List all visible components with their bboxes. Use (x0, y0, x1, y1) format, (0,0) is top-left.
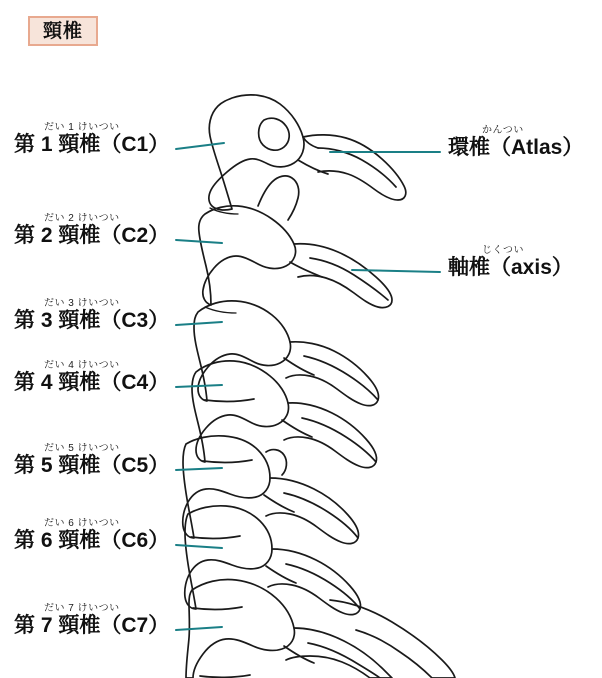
label-c6-ruby: だい 6 けいつい (44, 518, 120, 529)
label-c6 (14, 518, 169, 552)
leader-line-c7 (176, 627, 222, 630)
label-c5-main: 第 5 頸椎（C5） (14, 454, 170, 477)
leader-line-c2 (176, 240, 222, 243)
label-c3-ruby: だい 3 けいつい (44, 298, 120, 309)
page-title: 頸椎 (42, 20, 83, 42)
label-axis-ruby: じくつい (482, 245, 524, 256)
label-c2-ruby: だい 2 けいつい (44, 213, 120, 224)
leader-line-c6 (176, 545, 222, 548)
label-c5-ruby: だい 5 けいつい (44, 443, 120, 454)
label-c6-main: 第 6 頸椎（C6） (14, 529, 170, 552)
label-axis-main: 軸椎（axis） (448, 256, 573, 279)
label-c4-ruby: だい 4 けいつい (44, 360, 120, 371)
label-c4-main: 第 4 頸椎（C4） (14, 371, 170, 394)
label-c1-ruby: だい 1 けいつい (44, 122, 120, 133)
label-atlas (448, 125, 583, 159)
label-axis (448, 245, 573, 279)
leader-line-c1 (176, 143, 224, 149)
label-c5 (14, 443, 169, 477)
label-c7-ruby: だい 7 けいつい (44, 603, 120, 614)
leader-line-c3 (176, 322, 222, 325)
label-c2 (14, 213, 169, 247)
label-c1-main: 第 1 頸椎（C1） (14, 133, 170, 156)
label-c3 (14, 298, 169, 332)
label-c1 (14, 122, 169, 156)
leader-line-c4 (176, 385, 222, 387)
label-atlas-ruby: かんつい (482, 125, 524, 136)
label-c2-main: 第 2 頸椎（C2） (14, 224, 170, 247)
label-c4 (14, 360, 169, 394)
label-c7-main: 第 7 頸椎（C7） (14, 614, 170, 637)
label-c7 (14, 603, 169, 637)
label-atlas-main: 環椎（Atlas） (448, 136, 584, 159)
label-c3-main: 第 3 頸椎（C3） (14, 309, 170, 332)
leader-line-axis (352, 270, 440, 272)
